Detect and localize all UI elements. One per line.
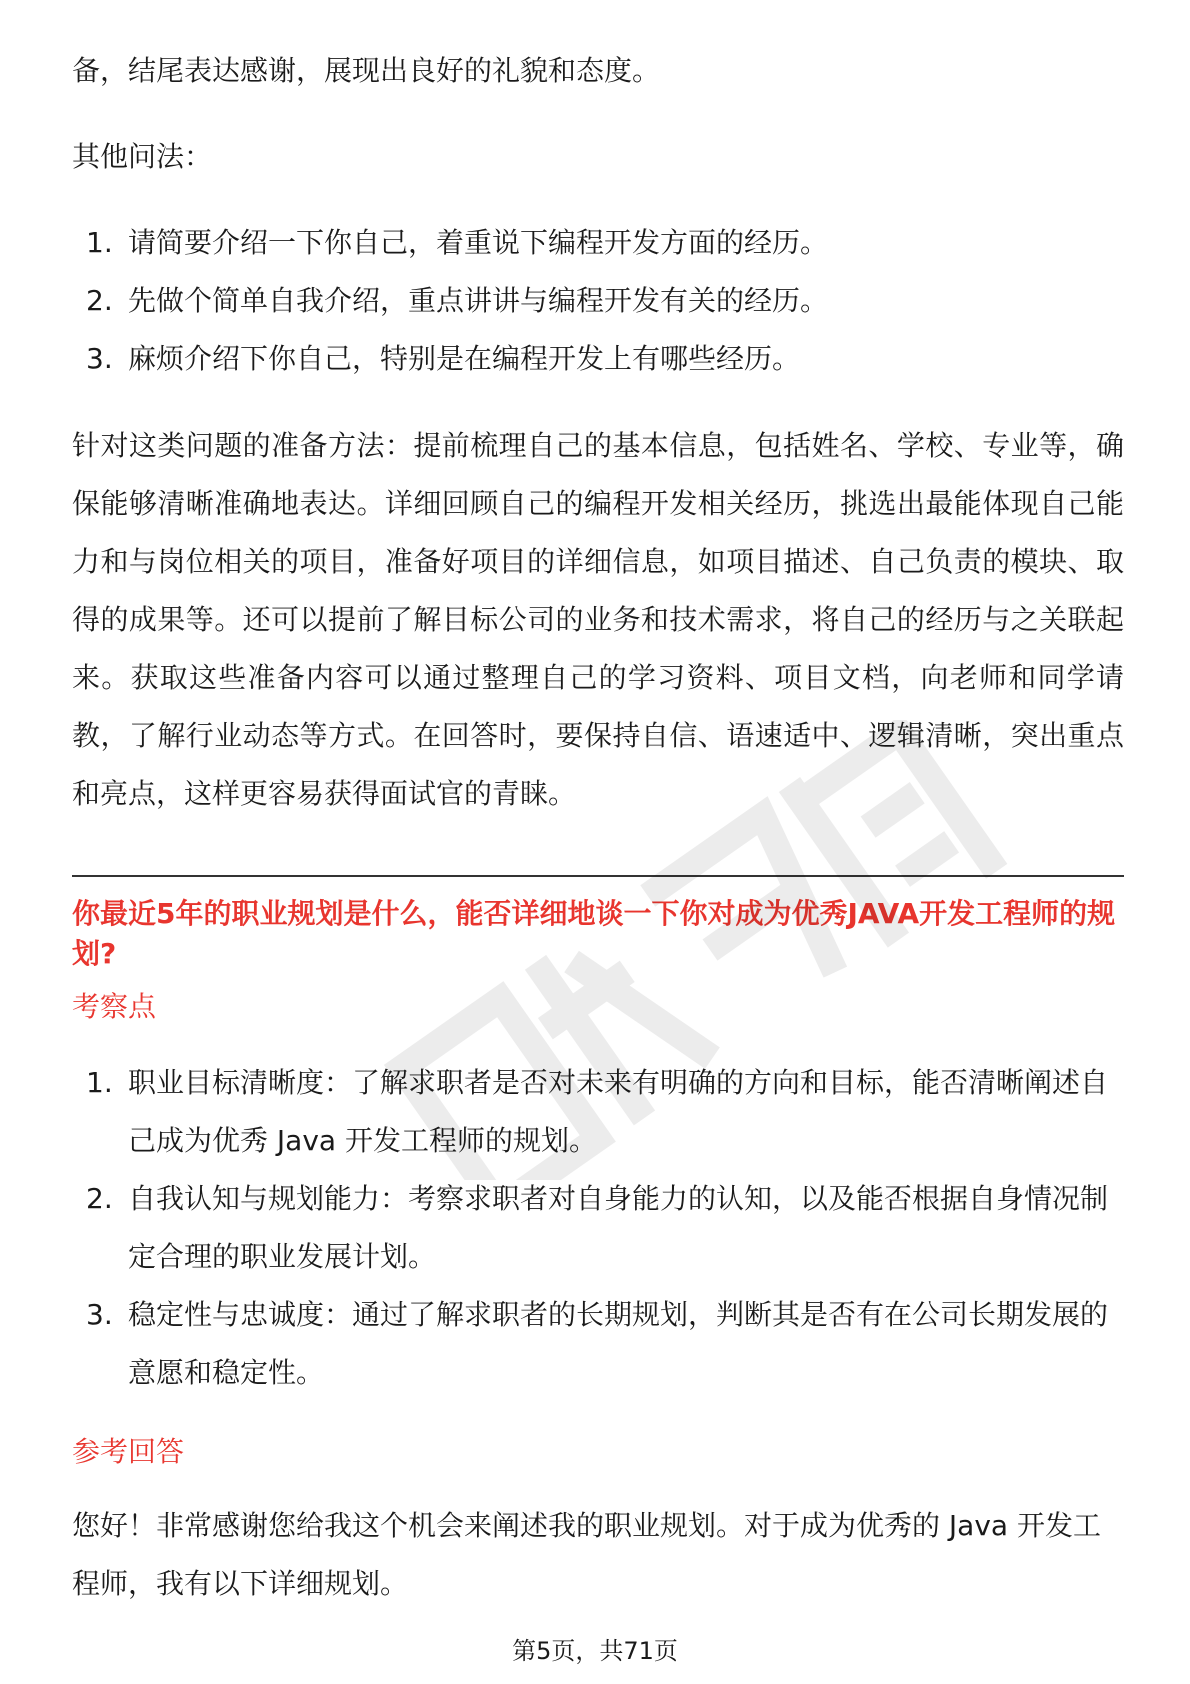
list-item-number: 1. — [86, 226, 113, 259]
assessment-heading: 考察点 — [72, 990, 157, 1023]
list-item-text: 请简要介绍一下你自己，着重说下编程开发方面的经历。 — [128, 226, 829, 259]
preparation-paragraph: 针对这类问题的准备方法：提前梳理自己的基本信息，包括姓名、学校、专业等，确保能够清晰准确地表达。详细回顾自己的编程开发相关经历，挑选出最能体现自己能力和与岗位相关的项目，准备好项目的详细信息，如项目描述、自己负责的模块、取得的成果等。还可以提前了解目标公司的业务和技术需求，将自己的经历与之关联起来。获取这些准备内容可以通过整理自己的学习资料、项目文档，向老师和同学请教，了解行业动态等方式。在回答时，要保持自信、语速适中、逻辑清晰，突出重点和亮点，这样更容易获得面试官的青睐。 — [72, 429, 1124, 810]
page-footer: 第5页，共71页 — [512, 1637, 678, 1665]
list-item-number: 1. — [86, 1066, 113, 1099]
reference-heading: 参考回答 — [72, 1435, 185, 1468]
list-item — [72, 214, 1124, 272]
assessment-points-list — [72, 1054, 1124, 1402]
section-divider — [72, 875, 1124, 877]
list-item — [72, 1286, 1124, 1402]
list-item-text: 稳定性与忠诚度：通过了解求职者的长期规划，判断其是否有在公司长期发展的意愿和稳定性。 — [128, 1298, 1109, 1389]
list-item — [72, 272, 1124, 330]
question-title: 你最近5年的职业规划是什么，能否详细地谈一下你对成为优秀JAVA开发工程师的规划? — [72, 897, 1116, 970]
list-item-number: 2. — [86, 284, 113, 317]
list-item-text: 职业目标清晰度：了解求职者是否对未来有明确的方向和目标，能否清晰阐述自己成为优秀 Java 开发工程师的规划。 — [128, 1066, 1109, 1157]
list-item — [72, 1054, 1124, 1170]
list-item-number: 3. — [86, 342, 113, 375]
list-item — [72, 330, 1124, 388]
list-item-text: 自我认知与规划能力：考察求职者对自身能力的认知，以及能否根据自身情况制定合理的职业发展计划。 — [128, 1182, 1109, 1273]
other-ways-label: 其他问法： — [72, 140, 213, 173]
intro-tail-paragraph: 备，结尾表达感谢，展现出良好的礼貌和态度。 — [72, 54, 661, 87]
list-item-number: 2. — [86, 1182, 113, 1215]
list-item-number: 3. — [86, 1298, 113, 1331]
list-item-text: 麻烦介绍下你自己，特别是在编程开发上有哪些经历。 — [128, 342, 801, 375]
reference-answer-paragraph: 您好！非常感谢您给我这个机会来阐述我的职业规划。对于成为优秀的 Java 开发工程师，我有以下详细规划。 — [72, 1509, 1101, 1600]
list-item — [72, 1170, 1124, 1286]
other-ways-list — [72, 214, 1124, 388]
list-item-text: 先做个简单自我介绍，重点讲讲与编程开发有关的经历。 — [128, 284, 829, 317]
